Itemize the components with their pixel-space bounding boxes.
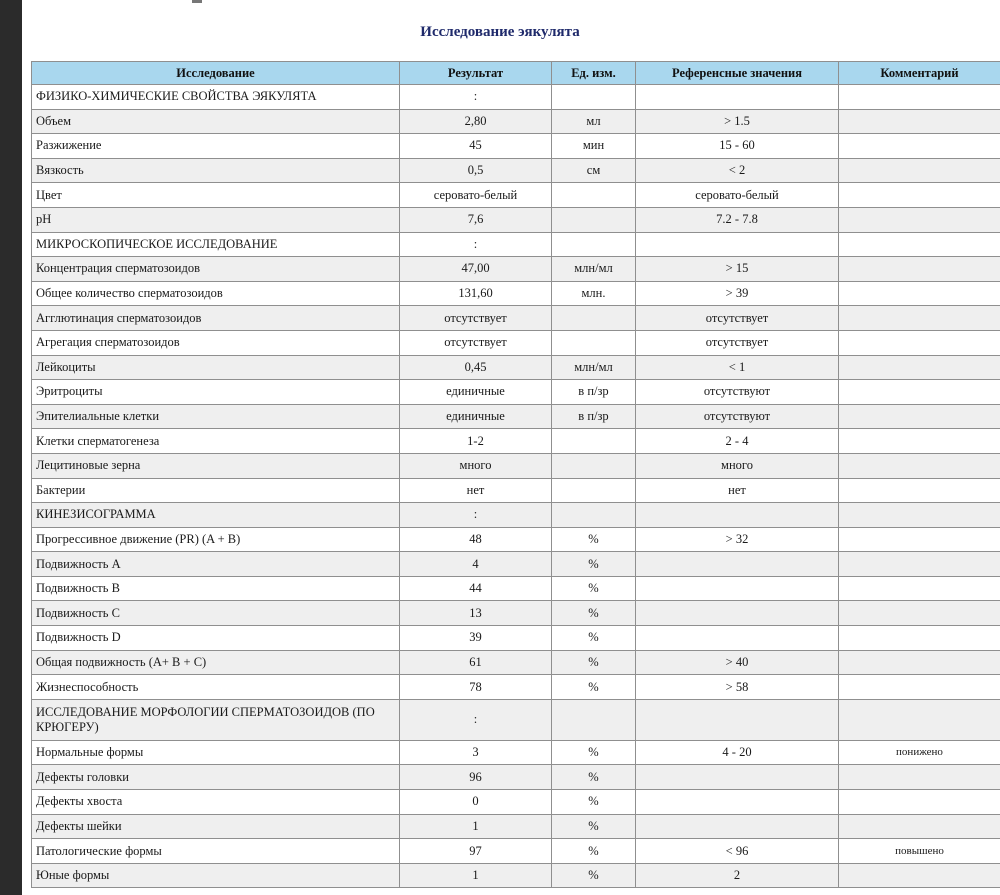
table-row — [32, 503, 1000, 528]
table-row — [32, 306, 1000, 331]
cell-reference: нет — [636, 478, 839, 503]
cell-reference: серовато-белый — [636, 183, 839, 208]
cell-test-name: Нормальные формы — [32, 740, 400, 765]
cell-comment — [839, 281, 1000, 306]
cell-reference — [636, 85, 839, 110]
cell-test-name: Патологические формы — [32, 839, 400, 864]
cell-unit: в п/зр — [552, 380, 636, 405]
cell-reference — [636, 626, 839, 651]
cell-reference: 2 - 4 — [636, 429, 839, 454]
cell-reference — [636, 576, 839, 601]
col-header-comment: Комментарий — [839, 62, 1000, 85]
cell-result: : — [400, 699, 552, 740]
document-title: Исследование эякулята — [420, 24, 580, 40]
cell-unit: % — [552, 790, 636, 815]
cell-comment — [839, 699, 1000, 740]
cell-unit — [552, 85, 636, 110]
cell-result: 2,80 — [400, 109, 552, 134]
cell-unit: мин — [552, 134, 636, 159]
table-row — [32, 650, 1000, 675]
cell-comment — [839, 134, 1000, 159]
cell-comment — [839, 306, 1000, 331]
cell-comment — [839, 355, 1000, 380]
cell-unit — [552, 453, 636, 478]
cell-test-name: Юные формы — [32, 863, 400, 888]
cell-comment — [839, 863, 1000, 888]
cell-unit: % — [552, 552, 636, 577]
cell-comment — [839, 404, 1000, 429]
table-row — [32, 429, 1000, 454]
cell-test-name: МИКРОСКОПИЧЕСКОЕ ИССЛЕДОВАНИЕ — [32, 232, 400, 257]
table-row — [32, 281, 1000, 306]
table-row — [32, 257, 1000, 282]
cell-result: 3 — [400, 740, 552, 765]
cell-comment — [839, 478, 1000, 503]
cell-test-name: ИССЛЕДОВАНИЕ МОРФОЛОГИИ СПЕРМАТОЗОИДОВ (ПО КРЮГЕРУ) — [32, 699, 400, 740]
table-row — [32, 527, 1000, 552]
cell-test-name: pH — [32, 207, 400, 232]
cell-test-name: Клетки сперматогенеза — [32, 429, 400, 454]
cell-result: единичные — [400, 404, 552, 429]
cell-result: 1 — [400, 814, 552, 839]
cell-test-name: Объем — [32, 109, 400, 134]
cell-result: : — [400, 85, 552, 110]
cell-result: много — [400, 453, 552, 478]
cell-comment — [839, 183, 1000, 208]
cell-result: 7,6 — [400, 207, 552, 232]
cell-result: 39 — [400, 626, 552, 651]
cell-result: отсутствует — [400, 330, 552, 355]
cell-reference — [636, 552, 839, 577]
cell-unit — [552, 330, 636, 355]
cell-unit: % — [552, 740, 636, 765]
cell-reference: < 96 — [636, 839, 839, 864]
cell-unit: в п/зр — [552, 404, 636, 429]
cell-reference: отсутствуют — [636, 380, 839, 405]
cell-result: 48 — [400, 527, 552, 552]
cell-result: серовато-белый — [400, 183, 552, 208]
cell-comment — [839, 675, 1000, 700]
table-row — [32, 355, 1000, 380]
cell-comment — [839, 207, 1000, 232]
cell-test-name: Дефекты головки — [32, 765, 400, 790]
cell-comment — [839, 790, 1000, 815]
cell-result: 44 — [400, 576, 552, 601]
cell-reference: 4 - 20 — [636, 740, 839, 765]
cell-test-name: Агрегация сперматозоидов — [32, 330, 400, 355]
cell-reference: много — [636, 453, 839, 478]
col-header-test: Исследование — [32, 62, 400, 85]
table-row — [32, 183, 1000, 208]
cell-comment — [839, 552, 1000, 577]
cell-unit: % — [552, 576, 636, 601]
cell-result: 96 — [400, 765, 552, 790]
cell-comment — [839, 429, 1000, 454]
cell-test-name: Подвижность B — [32, 576, 400, 601]
cell-unit: млн. — [552, 281, 636, 306]
table-row — [32, 109, 1000, 134]
cell-result: 1 — [400, 863, 552, 888]
top-fragment-mark — [192, 0, 202, 3]
cell-comment — [839, 814, 1000, 839]
cell-result: 0,5 — [400, 158, 552, 183]
cell-reference: < 1 — [636, 355, 839, 380]
cell-test-name: Агглютинация сперматозоидов — [32, 306, 400, 331]
cell-reference: > 40 — [636, 650, 839, 675]
cell-result: 13 — [400, 601, 552, 626]
cell-reference: 15 - 60 — [636, 134, 839, 159]
table-row — [32, 478, 1000, 503]
cell-reference — [636, 790, 839, 815]
table-row — [32, 863, 1000, 888]
cell-reference: > 32 — [636, 527, 839, 552]
cell-unit: % — [552, 601, 636, 626]
cell-result: 1-2 — [400, 429, 552, 454]
cell-comment — [839, 527, 1000, 552]
table-row — [32, 207, 1000, 232]
cell-comment — [839, 765, 1000, 790]
cell-unit — [552, 306, 636, 331]
table-row — [32, 330, 1000, 355]
table-row — [32, 699, 1000, 740]
cell-reference: > 58 — [636, 675, 839, 700]
cell-result: нет — [400, 478, 552, 503]
table-row — [32, 232, 1000, 257]
cell-unit: % — [552, 765, 636, 790]
table-row — [32, 552, 1000, 577]
cell-reference: > 39 — [636, 281, 839, 306]
cell-unit: % — [552, 839, 636, 864]
cell-comment — [839, 232, 1000, 257]
cell-test-name: Подвижность A — [32, 552, 400, 577]
cell-unit: мл — [552, 109, 636, 134]
cell-comment — [839, 601, 1000, 626]
cell-unit — [552, 478, 636, 503]
cell-test-name: Лецитиновые зерна — [32, 453, 400, 478]
cell-reference: > 1.5 — [636, 109, 839, 134]
cell-test-name: Жизнеспособность — [32, 675, 400, 700]
cell-test-name: Прогрессивное движение (PR) (A + B) — [32, 527, 400, 552]
cell-reference — [636, 232, 839, 257]
cell-reference: отсутствуют — [636, 404, 839, 429]
cell-unit: % — [552, 626, 636, 651]
cell-test-name: Общее количество сперматозоидов — [32, 281, 400, 306]
cell-test-name: Цвет — [32, 183, 400, 208]
cell-unit — [552, 207, 636, 232]
cell-comment — [839, 109, 1000, 134]
cell-unit — [552, 699, 636, 740]
cell-unit: % — [552, 675, 636, 700]
cell-reference — [636, 601, 839, 626]
cell-unit: % — [552, 527, 636, 552]
cell-test-name: Дефекты шейки — [32, 814, 400, 839]
cell-comment — [839, 330, 1000, 355]
cell-test-name: Дефекты хвоста — [32, 790, 400, 815]
cell-reference — [636, 699, 839, 740]
cell-reference: < 2 — [636, 158, 839, 183]
table-row — [32, 839, 1000, 864]
cell-comment — [839, 503, 1000, 528]
cell-result: 78 — [400, 675, 552, 700]
cell-test-name: Подвижность C — [32, 601, 400, 626]
cell-reference — [636, 814, 839, 839]
cell-unit: % — [552, 863, 636, 888]
table-row — [32, 740, 1000, 765]
cell-test-name: КИНЕЗИСОГРАММА — [32, 503, 400, 528]
cell-result: 45 — [400, 134, 552, 159]
cell-result: отсутствует — [400, 306, 552, 331]
table-row — [32, 790, 1000, 815]
cell-result: 0,45 — [400, 355, 552, 380]
table-row — [32, 576, 1000, 601]
cell-result: 4 — [400, 552, 552, 577]
table-row — [32, 134, 1000, 159]
cell-result: 97 — [400, 839, 552, 864]
cell-test-name: Подвижность D — [32, 626, 400, 651]
cell-reference: 7.2 - 7.8 — [636, 207, 839, 232]
cell-comment — [839, 576, 1000, 601]
cell-comment — [839, 453, 1000, 478]
cell-result: 0 — [400, 790, 552, 815]
table-header-row — [32, 62, 1000, 85]
table-row — [32, 675, 1000, 700]
cell-unit: млн/мл — [552, 257, 636, 282]
cell-result: : — [400, 503, 552, 528]
cell-test-name: Концентрация сперматозоидов — [32, 257, 400, 282]
cell-comment — [839, 626, 1000, 651]
cell-unit: % — [552, 814, 636, 839]
cell-reference — [636, 503, 839, 528]
results-table — [31, 61, 1000, 888]
cell-unit — [552, 183, 636, 208]
cell-reference: > 15 — [636, 257, 839, 282]
cell-reference — [636, 765, 839, 790]
cell-comment — [839, 257, 1000, 282]
table-row — [32, 626, 1000, 651]
cell-test-name: Разжижение — [32, 134, 400, 159]
cell-test-name: Общая подвижность (A+ B + C) — [32, 650, 400, 675]
cell-test-name: Эритроциты — [32, 380, 400, 405]
cell-unit — [552, 429, 636, 454]
cell-reference: отсутствует — [636, 306, 839, 331]
cell-unit — [552, 232, 636, 257]
table-row — [32, 453, 1000, 478]
table-row — [32, 765, 1000, 790]
cell-comment: повышено — [839, 839, 1000, 864]
table-row — [32, 601, 1000, 626]
cell-comment: понижено — [839, 740, 1000, 765]
col-header-result: Результат — [400, 62, 552, 85]
cell-result: 47,00 — [400, 257, 552, 282]
cell-comment — [839, 650, 1000, 675]
cell-test-name: Бактерии — [32, 478, 400, 503]
table-row — [32, 85, 1000, 110]
cell-test-name: Эпителиальные клетки — [32, 404, 400, 429]
window-left-edge — [0, 0, 22, 895]
table-row — [32, 404, 1000, 429]
cell-reference: отсутствует — [636, 330, 839, 355]
cell-result: 131,60 — [400, 281, 552, 306]
table-row — [32, 380, 1000, 405]
cell-test-name: ФИЗИКО-ХИМИЧЕСКИЕ СВОЙСТВА ЭЯКУЛЯТА — [32, 85, 400, 110]
cell-result: единичные — [400, 380, 552, 405]
col-header-unit: Ед. изм. — [552, 62, 636, 85]
cell-test-name: Лейкоциты — [32, 355, 400, 380]
cell-comment — [839, 85, 1000, 110]
cell-unit: см — [552, 158, 636, 183]
cell-comment — [839, 380, 1000, 405]
cell-test-name: Вязкость — [32, 158, 400, 183]
cell-unit: млн/мл — [552, 355, 636, 380]
cell-comment — [839, 158, 1000, 183]
cell-result: 61 — [400, 650, 552, 675]
cell-unit — [552, 503, 636, 528]
cell-result: : — [400, 232, 552, 257]
col-header-reference: Референсные значения — [636, 62, 839, 85]
cell-unit: % — [552, 650, 636, 675]
table-row — [32, 814, 1000, 839]
cell-reference: 2 — [636, 863, 839, 888]
table-row — [32, 158, 1000, 183]
